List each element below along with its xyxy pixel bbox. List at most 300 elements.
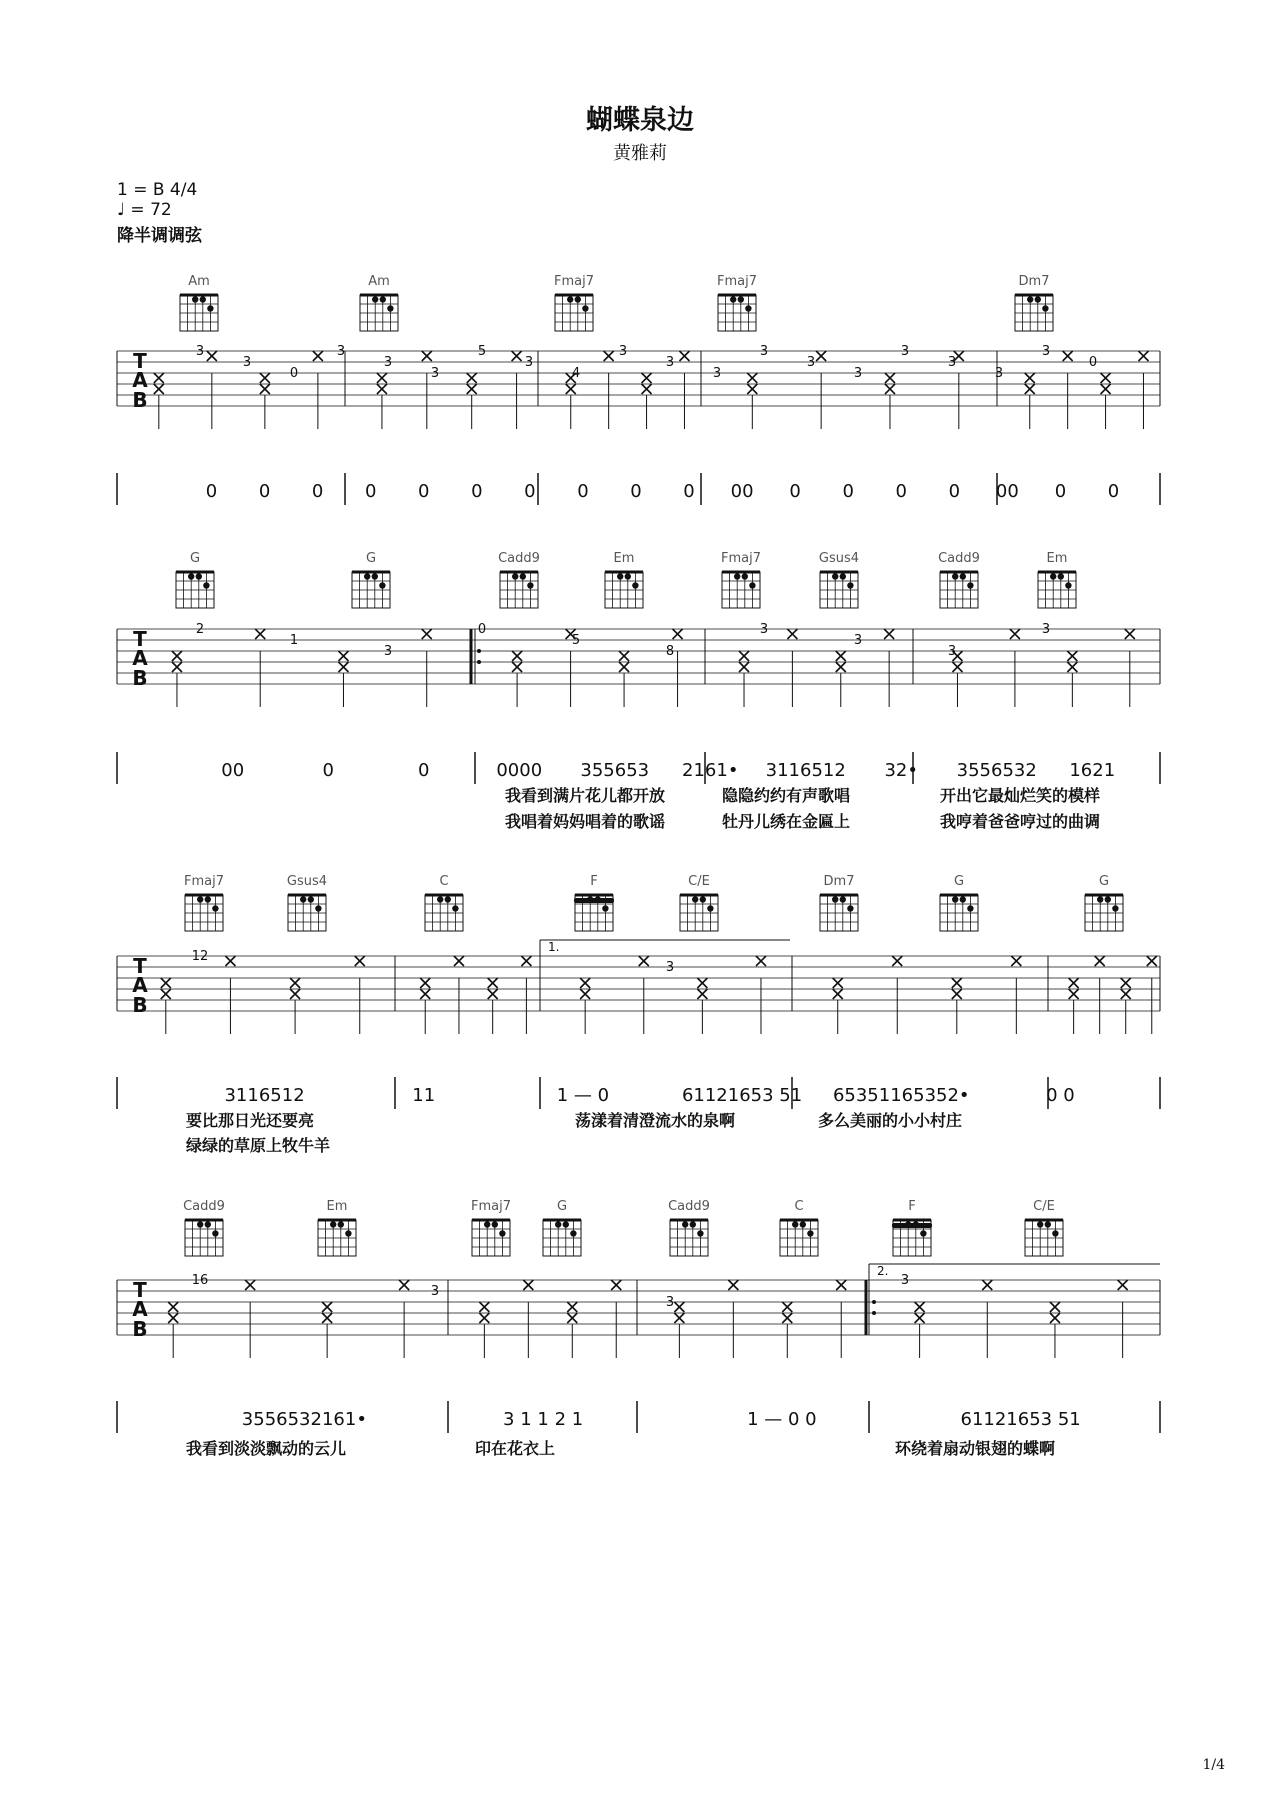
chord-diagram	[318, 1199, 356, 1256]
chord-name: F	[908, 1199, 916, 1214]
lyric-line: 荡漾着清澄流水的泉啊	[575, 1111, 736, 1130]
finger-dot	[1050, 573, 1056, 579]
chord-diagram	[820, 874, 858, 931]
tab-x-note	[1138, 351, 1148, 361]
tab-x-note	[488, 978, 498, 988]
tab-x-note	[420, 989, 430, 999]
finger-dot	[792, 1221, 798, 1227]
tab-x-note	[884, 629, 894, 639]
repeat-dot	[872, 1300, 876, 1304]
tab-clef-a: A	[132, 1297, 148, 1321]
jianpu-note: 0	[630, 481, 642, 502]
finger-dot	[200, 296, 206, 302]
chord-diagram	[668, 1199, 710, 1256]
finger-dot	[452, 905, 458, 911]
tab-x-note	[399, 1280, 409, 1290]
chord-name: C/E	[1033, 1199, 1055, 1214]
jianpu-note: 1 — 0	[556, 1085, 610, 1106]
chord-diagram	[1038, 551, 1076, 608]
finger-dot	[587, 896, 593, 902]
tab-fret-number: 12	[191, 949, 209, 964]
tab-x-note	[1050, 1302, 1060, 1312]
jianpu-note: 32•	[884, 760, 919, 781]
tab-x-note	[1125, 629, 1135, 639]
tab-fret-number: 3	[853, 633, 863, 648]
tab-x-note	[836, 651, 846, 661]
tab-fret-number: 3	[900, 344, 910, 359]
tab-fret-number: 0	[289, 366, 299, 381]
tab-x-note	[739, 651, 749, 661]
tab-fret-number: 0	[477, 622, 487, 637]
jianpu-note: 3116512	[765, 760, 846, 781]
tab-x-note	[642, 373, 652, 383]
jianpu-note: 0	[895, 481, 907, 502]
jianpu-note: 3 1 1 2 1	[503, 1409, 584, 1430]
tab-x-note	[739, 662, 749, 672]
tab-x-note	[604, 351, 614, 361]
tab-x-note	[952, 662, 962, 672]
finger-dot	[345, 1230, 351, 1236]
jianpu-note: 3556532	[956, 760, 1037, 781]
lyric-line: 我看到淡淡飘动的云儿	[186, 1439, 347, 1458]
chord-diagram	[819, 551, 859, 608]
chord-name: Em	[1046, 551, 1068, 566]
tab-x-note	[836, 1280, 846, 1290]
jianpu-note: 61121653 51	[681, 1085, 803, 1106]
tab-x-note	[1121, 989, 1131, 999]
chord-name: Fmaj7	[717, 274, 757, 289]
finger-dot	[1065, 582, 1071, 588]
repeat-dot	[872, 1311, 876, 1315]
tab-x-note	[1101, 384, 1111, 394]
jianpu-note: 2161•	[682, 760, 739, 781]
tab-fret-number: 3	[242, 355, 252, 370]
finger-dot	[742, 573, 748, 579]
finger-dot	[484, 1221, 490, 1227]
tab-fret-number: 3	[759, 344, 769, 359]
finger-dot	[749, 582, 755, 588]
finger-dot	[1052, 1230, 1058, 1236]
chord-name: C	[439, 874, 449, 889]
chord-name: G	[365, 551, 377, 566]
jianpu-note: 0	[683, 481, 695, 502]
tab-fret-number: 3	[383, 644, 393, 659]
tab-x-note	[207, 351, 217, 361]
tab-x-note	[255, 629, 265, 639]
chord-name: Em	[613, 551, 635, 566]
finger-dot	[1037, 1221, 1043, 1227]
finger-dot	[372, 296, 378, 302]
artist-name: 黄雅莉	[613, 143, 667, 164]
chord-diagram	[1025, 1199, 1063, 1256]
finger-dot	[212, 1230, 218, 1236]
tab-x-note	[1101, 373, 1111, 383]
finger-dot	[207, 305, 213, 311]
finger-dot	[520, 573, 526, 579]
chord-name: Em	[326, 1199, 348, 1214]
jianpu-note: 00	[995, 481, 1019, 502]
tab-x-note	[674, 1313, 684, 1323]
tab-x-note	[1011, 956, 1021, 966]
tab-x-note	[642, 384, 652, 394]
finger-dot	[967, 905, 973, 911]
finger-dot	[492, 1221, 498, 1227]
tab-x-note	[479, 1313, 489, 1323]
tab-x-note	[697, 989, 707, 999]
tab-x-note	[833, 989, 843, 999]
finger-dot	[1035, 296, 1041, 302]
chord-name: G	[953, 874, 965, 889]
finger-dot	[445, 896, 451, 902]
jianpu-note: 0	[311, 481, 324, 502]
tab-x-note	[290, 989, 300, 999]
finger-dot	[1105, 896, 1111, 902]
finger-dot	[197, 1221, 203, 1227]
tab-fret-number: 3	[1041, 622, 1051, 637]
tab-x-note	[338, 662, 348, 672]
tab-fret-number: 16	[191, 1273, 209, 1288]
finger-dot	[734, 573, 740, 579]
finger-dot	[205, 1221, 211, 1227]
chord-name: Cadd9	[938, 551, 980, 566]
finger-dot	[847, 582, 853, 588]
tab-fret-number: 3	[336, 344, 346, 359]
tab-x-note	[488, 989, 498, 999]
chord-diagram	[352, 551, 390, 608]
jianpu-note: 0	[842, 481, 854, 502]
finger-dot	[1058, 573, 1064, 579]
chord-diagram	[780, 1199, 818, 1256]
chord-diagram	[574, 874, 614, 931]
page-number: 1/4	[1202, 1757, 1225, 1773]
tab-x-note	[420, 978, 430, 988]
barre	[892, 1223, 932, 1228]
finger-dot	[1042, 305, 1048, 311]
finger-dot	[300, 896, 306, 902]
tab-x-note	[422, 629, 432, 639]
finger-dot	[570, 1230, 576, 1236]
finger-dot	[625, 573, 631, 579]
chord-name: Cadd9	[498, 551, 540, 566]
jianpu-note: 0 0	[1046, 1085, 1075, 1106]
tab-fret-number: 3	[806, 355, 816, 370]
tab-x-note	[467, 384, 477, 394]
chord-name: Cadd9	[183, 1199, 225, 1214]
tempo-marking: ♩ = 72	[117, 200, 172, 220]
lyric-line: 牡丹儿绣在金匾上	[722, 812, 851, 831]
tab-x-note	[1025, 384, 1035, 394]
volta-number: 1.	[548, 940, 560, 954]
chord-diagram	[1085, 874, 1123, 931]
jianpu-note: 0	[524, 481, 536, 502]
finger-dot	[847, 905, 853, 911]
finger-dot	[205, 896, 211, 902]
tab-x-note	[611, 1280, 621, 1290]
jianpu-note: 00	[221, 760, 245, 781]
finger-dot	[952, 896, 958, 902]
tab-x-note	[1095, 956, 1105, 966]
tab-x-note	[512, 662, 522, 672]
tab-x-note	[313, 351, 323, 361]
jianpu-note: 1621	[1069, 760, 1116, 781]
chord-name: Am	[368, 274, 390, 289]
finger-dot	[1045, 1221, 1051, 1227]
finger-dot	[952, 573, 958, 579]
tab-x-note	[952, 978, 962, 988]
finger-dot	[308, 896, 314, 902]
jianpu-note: 0	[418, 760, 430, 781]
repeat-dot	[477, 649, 481, 653]
tab-x-note	[697, 978, 707, 988]
chord-name: Cadd9	[668, 1199, 710, 1214]
finger-dot	[807, 1230, 813, 1236]
barre	[574, 898, 614, 903]
chord-name: Gsus4	[286, 874, 328, 889]
tab-fret-number: 3	[853, 366, 863, 381]
chord-diagram	[543, 1199, 581, 1256]
tab-x-note	[290, 978, 300, 988]
tab-x-note	[260, 384, 270, 394]
finger-dot	[567, 296, 573, 302]
tab-x-note	[161, 978, 171, 988]
chord-name: Am	[188, 274, 210, 289]
tab-fret-number: 1	[289, 633, 299, 648]
tab-x-note	[355, 956, 365, 966]
finger-dot	[188, 573, 194, 579]
chord-diagram	[471, 1199, 511, 1256]
tab-fret-number: 8	[665, 644, 675, 659]
chord-name: G	[189, 551, 201, 566]
jianpu-note: 0	[1107, 481, 1120, 502]
tab-x-note	[172, 651, 182, 661]
chord-diagram	[360, 274, 398, 331]
tab-x-note	[172, 662, 182, 672]
tab-fret-number: 3	[947, 355, 957, 370]
tab-x-note	[1010, 629, 1020, 639]
tab-fret-number: 3	[665, 1295, 675, 1310]
finger-dot	[700, 896, 706, 902]
tab-x-note	[1147, 956, 1157, 966]
tab-fret-number: 3	[900, 1273, 910, 1288]
tab-x-note	[512, 651, 522, 661]
tab-x-note	[673, 629, 683, 639]
jianpu-note: 0	[418, 481, 430, 502]
tab-x-note	[619, 662, 629, 672]
repeat-dot	[477, 660, 481, 664]
tab-fret-number: 2	[195, 622, 205, 637]
chord-diagram	[176, 551, 214, 608]
finger-dot	[196, 573, 202, 579]
finger-dot	[905, 1221, 911, 1227]
tab-x-note	[338, 651, 348, 661]
finger-dot	[563, 1221, 569, 1227]
tab-clef-a: A	[132, 368, 148, 392]
chord-name: F	[590, 874, 598, 889]
chord-diagram	[183, 1199, 225, 1256]
tab-fret-number: 5	[571, 633, 581, 648]
tab-x-note	[787, 629, 797, 639]
lyric-line: 我唱着妈妈唱着的歌谣	[505, 812, 666, 831]
finger-dot	[832, 896, 838, 902]
lyric-line: 我看到满片花儿都开放	[505, 786, 666, 805]
tab-x-note	[225, 956, 235, 966]
finger-dot	[960, 896, 966, 902]
volta-number: 2.	[877, 1264, 889, 1278]
tab-clef-b: B	[132, 666, 148, 690]
tab-clef-a: A	[132, 973, 148, 997]
chord-diagram	[184, 874, 224, 931]
tab-x-note	[454, 956, 464, 966]
tab-clef-b: B	[132, 388, 148, 412]
song-title: 蝴蝶泉边	[586, 105, 694, 136]
tab-x-note	[523, 1280, 533, 1290]
tab-x-note	[782, 1313, 792, 1323]
jianpu-note: 0	[471, 481, 483, 502]
tab-x-note	[154, 373, 164, 383]
tab-fret-number: 3	[947, 644, 957, 659]
tab-fret-number: 4	[571, 366, 581, 381]
jianpu-note: 0	[577, 481, 589, 502]
tab-x-note	[816, 351, 826, 361]
tab-x-note	[756, 956, 766, 966]
tab-x-note	[1025, 373, 1035, 383]
tab-fret-number: 3	[618, 344, 628, 359]
tab-x-note	[833, 978, 843, 988]
chord-name: Fmaj7	[721, 551, 761, 566]
finger-dot	[602, 905, 608, 911]
tab-fret-number: 3	[665, 355, 675, 370]
chord-name: G	[556, 1199, 568, 1214]
finger-dot	[1027, 296, 1033, 302]
tab-x-note	[1069, 989, 1079, 999]
tab-x-note	[377, 384, 387, 394]
chord-name: Fmaj7	[554, 274, 594, 289]
tab-x-note	[422, 351, 432, 361]
lyric-line: 环绕着扇动银翅的蝶啊	[895, 1439, 1056, 1458]
tab-clef-t: T	[133, 954, 147, 978]
tab-x-note	[467, 373, 477, 383]
finger-dot	[800, 1221, 806, 1227]
lyric-line: 开出它最灿烂笑的模样	[940, 786, 1101, 805]
finger-dot	[512, 573, 518, 579]
tab-x-note	[885, 384, 895, 394]
chord-diagram	[554, 274, 594, 331]
chord-name: Fmaj7	[184, 874, 224, 889]
tuning-note: 降半调调弦	[117, 226, 202, 246]
jianpu-note: 0	[364, 481, 377, 502]
tab-fret-number: 3	[430, 366, 440, 381]
jianpu-note: 0000	[496, 760, 543, 781]
chord-diagram	[425, 874, 463, 931]
finger-dot	[379, 582, 385, 588]
tab-fret-number: 3	[195, 344, 205, 359]
chord-diagram	[287, 874, 327, 931]
jianpu-note: 65351165352•	[832, 1085, 970, 1106]
tab-clef-b: B	[132, 993, 148, 1017]
tab-x-note	[679, 351, 689, 361]
finger-dot	[832, 573, 838, 579]
jianpu-note: 3116512	[224, 1085, 305, 1106]
tab-x-note	[1067, 662, 1077, 672]
tab-x-note	[260, 373, 270, 383]
finger-dot	[707, 905, 713, 911]
tab-fret-number: 3	[994, 366, 1004, 381]
tab-x-note	[580, 989, 590, 999]
tab-x-note	[154, 384, 164, 394]
finger-dot	[372, 573, 378, 579]
chord-diagram	[721, 551, 761, 608]
jianpu-note: 0	[1054, 481, 1067, 502]
jianpu-note: 0	[322, 760, 334, 781]
finger-dot	[330, 1221, 336, 1227]
finger-dot	[1097, 896, 1103, 902]
finger-dot	[212, 905, 218, 911]
chord-diagram	[498, 551, 540, 608]
finger-dot	[192, 296, 198, 302]
tab-fret-number: 0	[1088, 355, 1098, 370]
tab-x-note	[322, 1302, 332, 1312]
tab-x-note	[747, 373, 757, 383]
jianpu-note: 0	[948, 481, 961, 502]
tab-x-note	[322, 1313, 332, 1323]
chord-diagram	[940, 874, 978, 931]
finger-dot	[682, 1221, 688, 1227]
chord-diagram	[717, 274, 757, 331]
lyric-line: 绿绿的草原上牧牛羊	[186, 1136, 331, 1155]
finger-dot	[197, 896, 203, 902]
tab-x-note	[521, 956, 531, 966]
tab-x-note	[479, 1302, 489, 1312]
jianpu-note: 0	[258, 481, 271, 502]
tab-x-note	[982, 1280, 992, 1290]
finger-dot	[499, 1230, 505, 1236]
tab-x-note	[728, 1280, 738, 1290]
tab-x-note	[892, 956, 902, 966]
tab-x-note	[245, 1280, 255, 1290]
jianpu-note: 355653	[580, 760, 650, 781]
finger-dot	[913, 1221, 919, 1227]
finger-dot	[745, 305, 751, 311]
tab-x-note	[168, 1302, 178, 1312]
finger-dot	[380, 296, 386, 302]
finger-dot	[697, 1230, 703, 1236]
tab-x-note	[567, 1313, 577, 1323]
finger-dot	[437, 896, 443, 902]
tab-x-note	[377, 373, 387, 383]
finger-dot	[364, 573, 370, 579]
chord-diagram	[938, 551, 980, 608]
tab-clef-t: T	[133, 1278, 147, 1302]
tab-fret-number: 5	[477, 344, 487, 359]
tab-x-note	[567, 1302, 577, 1312]
chord-diagram	[180, 274, 218, 331]
finger-dot	[338, 1221, 344, 1227]
finger-dot	[730, 296, 736, 302]
finger-dot	[960, 573, 966, 579]
finger-dot	[920, 1230, 926, 1236]
tab-fret-number: 3	[665, 960, 675, 975]
tab-x-note	[674, 1302, 684, 1312]
tab-x-note	[915, 1313, 925, 1323]
lyric-line: 印在花衣上	[475, 1439, 556, 1458]
chord-name: C	[794, 1199, 804, 1214]
finger-dot	[1112, 905, 1118, 911]
tab-fret-number: 3	[430, 1284, 440, 1299]
jianpu-note: 61121653 51	[960, 1409, 1081, 1430]
chord-name: Dm7	[823, 874, 855, 889]
tab-x-note	[952, 989, 962, 999]
chord-name: G	[1098, 874, 1110, 889]
